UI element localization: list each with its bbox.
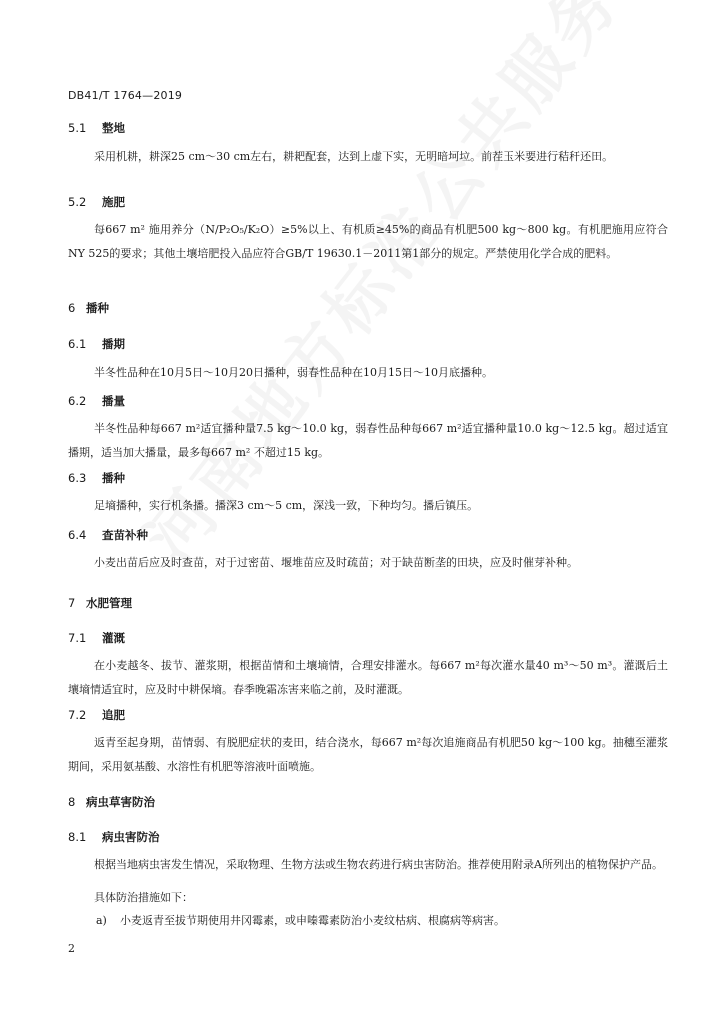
heading-title: 播种: [102, 471, 125, 485]
heading-number: 7.1: [68, 631, 87, 645]
heading-title: 水肥管理: [86, 596, 132, 610]
heading-6-1: [68, 336, 125, 352]
page-number: 2: [68, 942, 75, 955]
paragraph-6-4: 小麦出苗后应及时查苗，对于过密苗、堰堆苗应及时疏苗；对于缺苗断垄的田块，应及时催芽补种。: [94, 556, 578, 569]
paragraph-8-1-measures: 具体防治措施如下：: [94, 891, 193, 904]
heading-title: 整地: [102, 121, 125, 135]
heading-8-1: [68, 829, 160, 845]
list-item-a: [96, 909, 668, 933]
heading-title: 追肥: [102, 708, 125, 722]
heading-7: [68, 595, 132, 611]
heading-8: [68, 794, 155, 810]
heading-number: 5.1: [68, 121, 87, 135]
heading-number: 6.4: [68, 528, 87, 542]
paragraph-6-2: 半冬性品种每667 m²适宜播种量7.5 kg～10.0 kg，弱春性品种每667 m²适宜播种量10.0 kg～12.5 kg。超过适宜播期，适当加大播量，最多每667 m² 不超过15 kg。: [68, 422, 668, 459]
watermark: [120, 0, 724, 578]
heading-5-1: [68, 120, 125, 136]
heading-title: 播种: [86, 301, 109, 315]
heading-7-1: [68, 630, 125, 646]
heading-number: 7: [68, 596, 76, 610]
heading-number: 5.2: [68, 195, 87, 209]
list-item-text: 小麦返青至拔节期使用井冈霉素，或申嗪霉素防治小麦纹枯病、根腐病等病害。: [120, 914, 505, 927]
heading-number: 6.2: [68, 394, 87, 408]
heading-title: 病虫草害防治: [86, 795, 155, 809]
heading-6-2: [68, 393, 125, 409]
heading-title: 灌溉: [102, 631, 125, 645]
heading-title: 播量: [102, 394, 125, 408]
paragraph-7-2: 返青至起身期，苗情弱、有脱肥症状的麦田，结合浇水，每667 m²每次追施商品有机肥50 kg～100 kg。抽穗至灌浆期间，采用氨基酸、水溶性有机肥等溶液叶面喷施。: [68, 736, 668, 773]
heading-title: 播期: [102, 337, 125, 351]
paragraph-5-2: 每667 m² 施用养分（N/P₂O₅/K₂O）≥5%以上、有机质≥45%的商品有机肥500 kg～800 kg。有机肥施用应符合NY 525的要求；其他土壤培肥投入品应符合GB/T 19630.1－2011第1部分的规定。严禁使用化学合成的肥料。: [68, 223, 668, 260]
heading-title: 查苗补种: [102, 528, 148, 542]
heading-7-2: [68, 707, 125, 723]
paragraph-7-1: 在小麦越冬、拔节、灌浆期，根据苗情和土壤墒情，合理安排灌水。每667 m²每次灌水量40 m³～50 m³。灌溉后土壤墒情适宜时，应及时中耕保墒。春季晚霜冻害来临之前，及时灌溉。: [68, 659, 668, 696]
paragraph-8-1: 根据当地病虫害发生情况，采取物理、生物方法或生物农药进行病虫害防治。推荐使用附录A所列出的植物保护产品。: [94, 858, 663, 871]
heading-number: 6.1: [68, 337, 87, 351]
paragraph-5-1: 采用机耕，耕深25 cm～30 cm左右，耕耙配套，达到上虚下实，无明暗坷垃。前茬玉米要进行秸秆还田。: [94, 150, 614, 163]
heading-number: 6.3: [68, 471, 87, 485]
heading-number: 8.1: [68, 830, 87, 844]
list-marker: a): [96, 914, 107, 927]
heading-number: 8: [68, 795, 76, 809]
heading-number: 6: [68, 301, 76, 315]
heading-title: 施肥: [102, 195, 125, 209]
heading-title: 病虫害防治: [102, 830, 160, 844]
heading-number: 7.2: [68, 708, 87, 722]
paragraph-6-1: 半冬性品种在10月5日～10月20日播种，弱春性品种在10月15日～10月底播种。: [94, 366, 493, 379]
heading-6-3: [68, 470, 125, 486]
heading-5-2: [68, 194, 125, 210]
heading-6: [68, 300, 109, 316]
standard-code-header: DB41/T 1764—2019: [68, 89, 183, 102]
paragraph-6-3: 足墒播种，实行机条播。播深3 cm～5 cm，深浅一致，下种均匀。播后镇压。: [94, 499, 479, 512]
heading-6-4: [68, 527, 148, 543]
